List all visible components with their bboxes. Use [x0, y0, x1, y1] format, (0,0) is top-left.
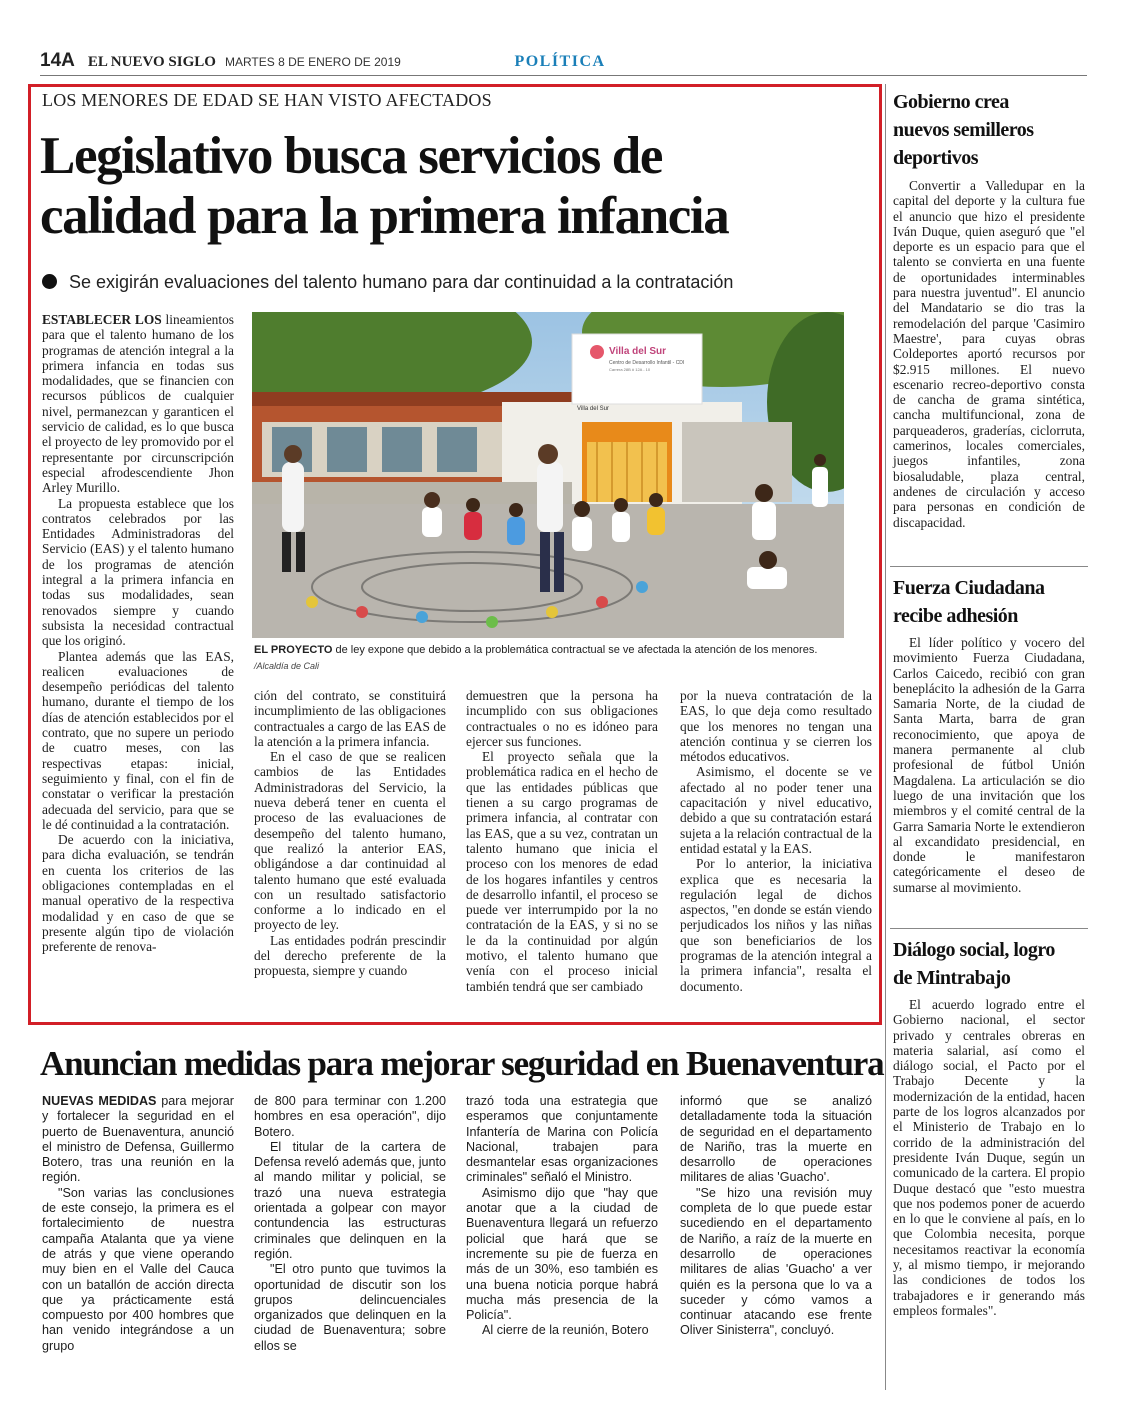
subhead-text: Se exigirán evaluaciones del talento humano para dar continuidad a la contratación [69, 272, 734, 292]
newspaper-name: EL NUEVO SIGLO [87, 54, 216, 70]
sign-address: Carrera 28B # 12A - 10 [609, 367, 651, 372]
brief-1-title[interactable]: Gobierno crea nuevos semilleros deportivos [893, 91, 1034, 169]
story-kicker: LOS MENORES DE EDAD SE HAN VISTO AFECTADOS [42, 90, 492, 110]
lead-in-2: NUEVAS MEDIDAS [42, 1094, 157, 1108]
kindergarten-playground-image [252, 312, 844, 638]
second-story-column-4: informó que se analizó detalladamente toda la situación de seguridad en el departamento de Nariño, tras la muerte en desarrollo de operaciones militares de alias 'Guacho'. "Se hizo una revisión muy completa de lo que puede estar sucediendo en el departamento de Nariño, a raíz de la muerte en desarrollo de operaciones militares de alias 'Guacho' a ver quién es la persona que lo va a suceder y cómo vamos a continuar atacando ese frente Oliver Sinisterra", concluyó. [680, 1094, 872, 1338]
story-subhead [42, 272, 872, 293]
brief-1-text: Convertir a Valledupar en la capital del deporte y la cultura fue el anuncio que hizo el presidente Iván Duque, quien aseguró que "el deporte es un espacio para que el talento se convierta en una fuente de oportunidades interminables para nuestra juventud". El anuncio del Mandatario se dio tras la remodelación del parque 'Casimiro Maestre', para cuyas obras Coldeportes aportó recursos por $2.915 millones. El nuevo escenario recreo-deportivo consta de cancha de grama sintética, cancha multifuncional, zona de parqueaderos, graderías, ciclorruta, camerinos, locales comerciales, juegos infantiles, zona biosaludable, plaza central, andenes de circulación y acceso para personas en condición de discapacidad. [893, 178, 1085, 530]
main-story-column-4: por la nueva contratación de la EAS, lo que deja como resultado que los menores no tengan una atención continua y se cierren los métodos educativos. Asimismo, el docente se ve afectado al no poder tener una capacitación y nivel educativo, debido a que su contratación estará sujeta a la relación contractual de la entidad estatal y la EAS. Por lo anterior, la iniciativa explica que es necesaria la regulación legal de dichos aspectos, "en donde se están viendo perjudicados los niños y las niñas que son beneficiarios de los programas de la atención integral a la primera infancia", resalta el documento. [680, 688, 872, 994]
issue-date: MARTES 8 DE ENERO DE 2019 [224, 55, 401, 69]
bullet-icon [42, 274, 57, 289]
page-number: 14A [40, 50, 75, 71]
sidebar-divider-2 [890, 928, 1088, 929]
sign-subtitle: Centro de Desarrollo Infantil - CDI [609, 360, 685, 366]
masthead-divider [40, 75, 1087, 76]
brief-2-text: El líder político y vocero del movimiento Fuerza Ciudadana, Carlos Caicedo, recibió con gran beneplácito la adhesión de la Garra Samaria Norte, de la ciudad de Santa Marta, barra de gran reconocimiento, que apoya de manera permanente al club profesional de fútbol Unión Magdalena. La articulación se dio luego de una invitación que los miembros y el comité central de la Garra Samaria Norte le extendieron al excandidato presidencial, en donde le manifestaron categóricamente el deseo de sumarse al movimiento. [893, 635, 1085, 895]
photo-caption: EL PROYECTO de ley expone que debido a la problemática contractual se ve afectada la atención de los menores. [254, 644, 818, 656]
headline-line-2: calidad para la primera infancia [40, 187, 729, 245]
section-label: POLÍTICA [514, 53, 606, 70]
second-headline[interactable]: Anuncian medidas para mejorar seguridad en Buenaventura [40, 1044, 884, 1083]
brief-3-title[interactable]: Diálogo social, logro de Mintrabajo [893, 939, 1055, 989]
sidebar-divider [885, 84, 886, 1390]
page-folio [40, 50, 401, 72]
second-story-column-2: de 800 para terminar con 1.200 hombres en esa operación", dijo Botero. El titular de la cartera de Defensa reveló además que, junto al mando militar y policial, se trazó una nueva estrategia orientada a golpear con mayor contundencia las estructuras criminales que delinquen en la región. "El otro punto que tuvimos la oportunidad de discutir son los grupos delincuenciales organizados que delinquen en la ciudad de Buenaventura; sobre ellos se [254, 1094, 446, 1353]
brief-2-title[interactable]: Fuerza Ciudadana recibe adhesión [893, 577, 1045, 627]
story-photo[interactable] [252, 312, 844, 638]
main-headline[interactable] [40, 126, 860, 246]
brief-3-text: El acuerdo logrado entre el Gobierno nacional, el sector privado y centrales obreras en materia salarial, así como el diálogo social, el Pacto por el Trabajo Decente y la modernización de la entidad, hacen parte de los logros alcanzados por el Ministerio de Trabajo en lo corrido de la administración del presidente Iván Duque, según un comunicado de la cartera. El propio Duque destacó que "esto muestra que nos podemos poner de acuerdo en lo que le conviene al país, en lo que Colombia necesita, porque necesitamos reactivar la economía y, al mismo tiempo, ir mejorando las condiciones de todos los trabajadores e ir generando más empleos formales". [893, 997, 1085, 1318]
main-story-column-3: demuestren que la persona ha incumplido con sus obligaciones contractuales o no es idóneo para ejercer sus funciones. El proyecto señala que la problemática radica en el hecho de que las entidades públicas que tienen a su cargo programas de primera infancia, al contratar con las EAS, que a su vez, contratan un talento humano que inicia el proceso con los menores de edad de los hogares infantiles y centros de desarrollo infantil, el proceso se puede ver interrumpido por la no contratación de la EAS, y si no se le da la continuidad por algún motivo, el talento humano que venía con el proceso inicial también tendrá que ser cambiado [466, 688, 658, 994]
headline-line-1: Legislativo busca servicios de [40, 127, 662, 185]
sidebar-divider-1 [890, 566, 1088, 567]
main-story-column-2: ción del contrato, se constituirá incumplimiento de las obligaciones contractuales a cargo de las EAS de la atención a la primera infancia. En el caso de que se realicen cambios de las Entidades Administradoras del Servicio, la nueva deberá tener en cuenta el proceso de las evaluaciones de desempeño del talento humano, que realizó la anterior EAS, obligándose a dar continuidad al talento humano que esté evaluada con un resultado satisfactorio conforme a lo indicado en el proyecto de ley. Las entidades podrán prescindir del derecho preferente de la propuesta, siempre y cuando [254, 688, 446, 979]
main-story-column-1: ESTABLECER LOS lineamientos para que el talento humano de los programas de atención integral a la primera infancia en todas sus modalidades, que se financien con recursos públicos de cualquier nivel, permanezcan y garanticen el servicio de calidad, es lo que busca el proyecto de ley promovido por el representante por circunscripción especial afrodescendiente Jhon Arley Murillo. La propuesta establece que los contratos celebrados por las Entidades Administradoras del Servicio (EAS) y el talento humano de los programas de atención integral a la primera infancia en todas sus modalidades, sean renovados siempre y cuando subsista la necesidad contractual que los originó. Plantea además que las EAS, realicen evaluaciones de desempeño periódicas del talento humano, durante el tiempo de los días de atención establecidos por el contrato, que no supere un periodo de cuatro meses, con las respectivas etapas: inicial, seguimiento y final, con el fin de constatar o verificar la prestación adecuada del servicio, para que se le dé continuidad a la contratación. De acuerdo con la iniciativa, para dicha evaluación, se tendrán en cuenta los criterios de las obligaciones contempladas en el manual operativo de la respectiva modalidad y en caso de que se presente algún tipo de violación preferente de renova- [42, 312, 234, 955]
sign-name: Villa del Sur [609, 346, 667, 357]
entrance-sign: Villa del Sur [577, 406, 609, 412]
photo-credit: /Alcaldía de Cali [254, 661, 320, 671]
second-story-column-3: trazó toda una estrategia que esperamos que conjuntamente Infantería de Marina con Policía Nacional, trabajen para desmantelar esas organizaciones criminales" señaló el Ministro. Asimismo dijo que "hay que anotar que a la ciudad de Buenaventura llegará un refuerzo policial que hará que se incremente su pie de fuerza en más de un 30%, eso también es una buena noticia porque habrá mucha más presencia de la Policía". Al cierre de la reunión, Botero [466, 1094, 658, 1338]
second-story-column-1: NUEVAS MEDIDAS para mejorar y fortalecer la seguridad en el puerto de Buenaventura, anunció el ministro de Defensa, Guillermo Botero, tras una reunión en la región. "Son varias las conclusiones de este consejo, la primera es el fortalecimiento de nuestra campaña Atalanta que ya viene de atrás y que viene operando muy bien en el Valle del Cauca con un batallón de acción directa que ya prácticamente está compuesto por 400 hombres que han venido integrándose a un grupo [42, 1094, 234, 1353]
lead-in: ESTABLECER LOS [42, 312, 162, 327]
